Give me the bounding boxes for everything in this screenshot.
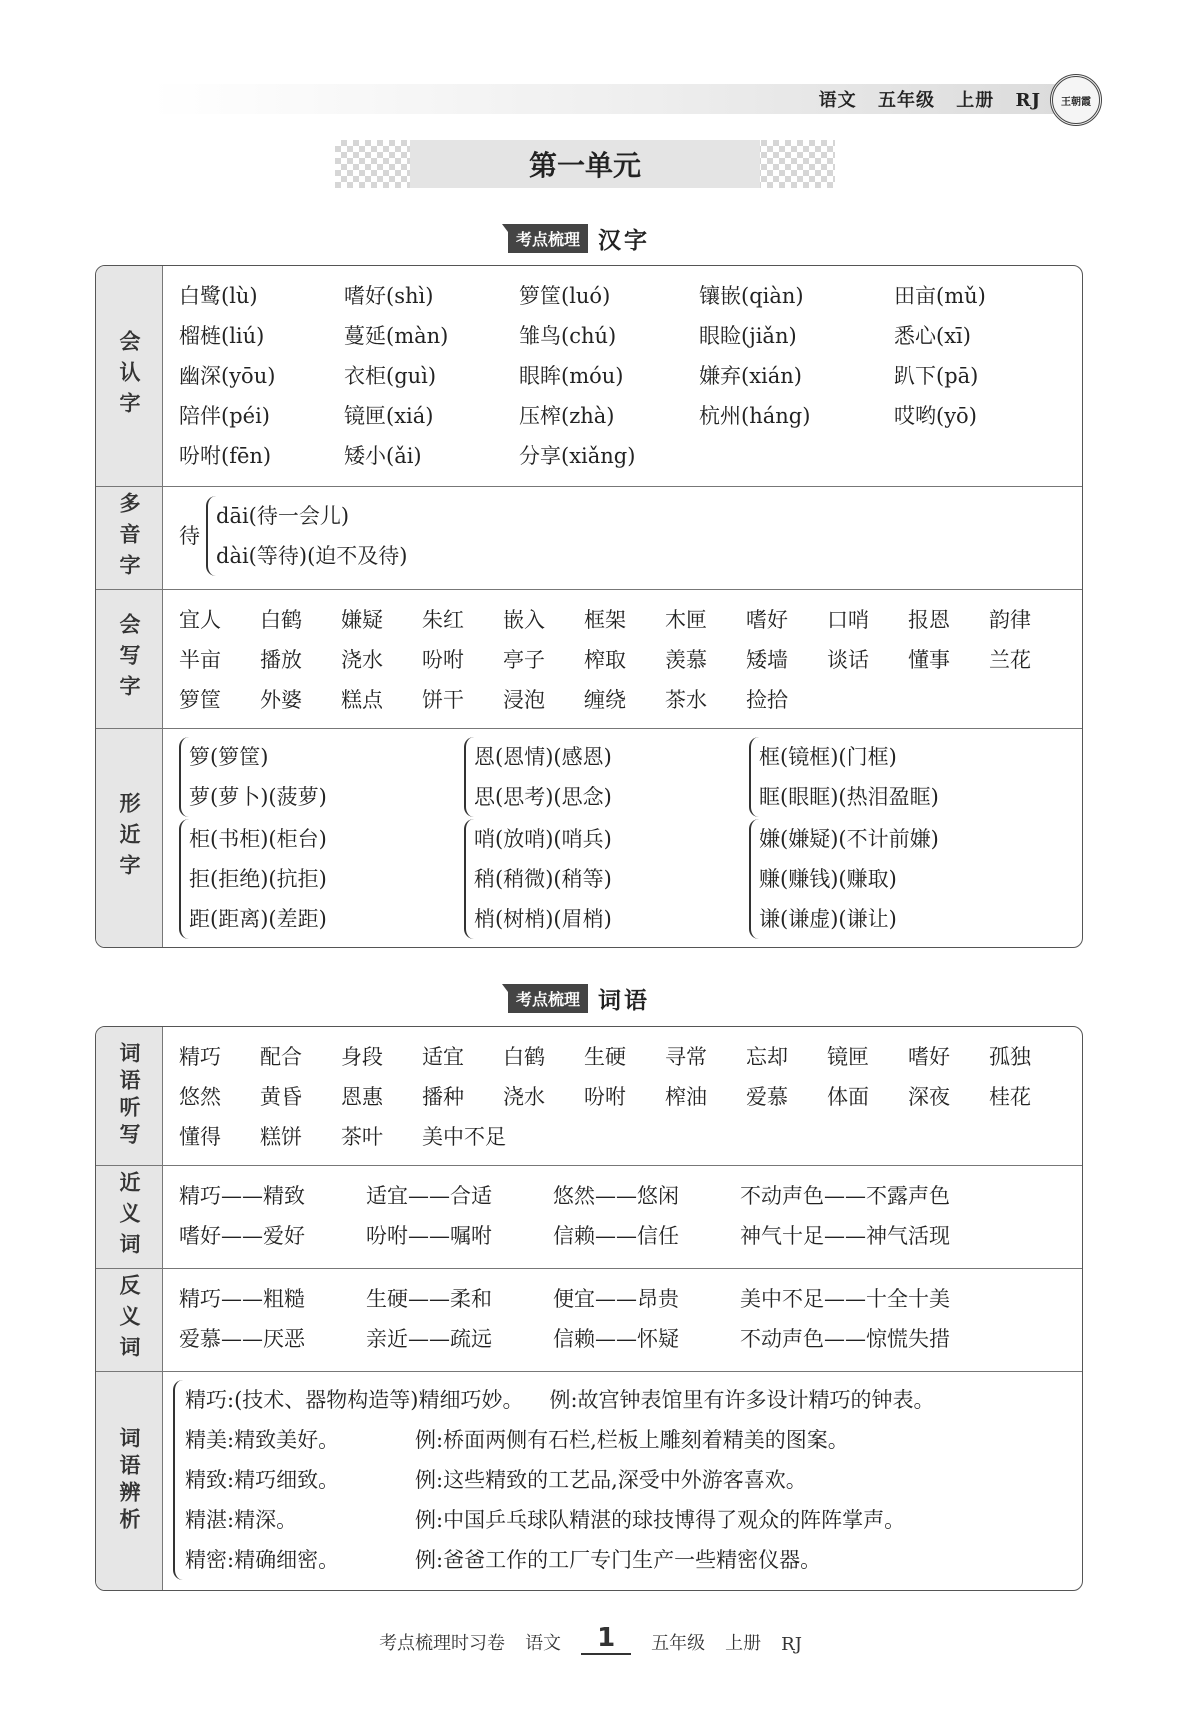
page-number: 1	[581, 1623, 631, 1655]
dictation-word: 黄昏	[260, 1085, 302, 1109]
recognize-word: 杭州(háng)	[699, 404, 811, 428]
discrimination-definition: 精湛:精深。	[185, 1508, 298, 1532]
section-tag: 考点梳理	[508, 224, 588, 253]
similar-entry: 眶(眼眶)(热泪盈眶)	[759, 785, 939, 809]
recognize-word: 榴梿(liú)	[179, 324, 265, 348]
header-subject: 语文	[818, 90, 857, 111]
discrimination-definition: 精密:精确细密。	[185, 1548, 340, 1572]
footer-edition: RJ	[781, 1634, 802, 1655]
dictation-word: 吩咐	[584, 1085, 626, 1109]
discrimination-example: 例:爸爸工作的工厂专门生产一些精密仪器。	[415, 1548, 822, 1572]
polyphonic-reading: dài(等待)(迫不及待)	[216, 544, 408, 568]
similar-entry: 梢(树梢)(眉梢)	[474, 907, 612, 931]
row-label: 形近字	[96, 729, 163, 947]
dictation-word: 茶叶	[341, 1125, 383, 1149]
dictation-word: 忘却	[746, 1045, 788, 1069]
antonym-pair: 不动声色——惊慌失措	[740, 1327, 950, 1351]
write-word: 报恩	[908, 608, 950, 632]
page-footer	[0, 1623, 1181, 1655]
dictation-word: 恩惠	[341, 1085, 383, 1109]
synonym-pair: 信赖——信任	[553, 1224, 679, 1248]
dictation-word: 身段	[341, 1045, 383, 1069]
recognize-word: 悉心(xī)	[894, 324, 971, 348]
similar-entry: 框(镜框)(门框)	[759, 745, 897, 769]
write-word: 韵律	[989, 608, 1031, 632]
row-polyphonic	[96, 486, 1082, 589]
dictation-word: 镜匣	[827, 1045, 869, 1069]
dictation-word: 深夜	[908, 1085, 950, 1109]
write-word: 嵌入	[503, 608, 545, 632]
row-label: 反义词	[96, 1269, 163, 1371]
recognize-word: 眼睑(jiǎn)	[699, 324, 797, 348]
discrimination-definition: 精巧:(技术、器物构造等)精细巧妙。	[185, 1388, 524, 1412]
similar-entry: 拒(拒绝)(抗拒)	[189, 867, 327, 891]
recognize-word: 分享(xiǎng)	[519, 444, 636, 468]
write-word: 亭子	[503, 648, 545, 672]
dictation-word: 嗜好	[908, 1045, 950, 1069]
write-word: 矮墙	[746, 648, 788, 672]
similar-group	[464, 819, 749, 939]
footer-series: 考点梳理时习卷	[379, 1633, 506, 1654]
antonym-pair: 生硬——柔和	[366, 1287, 492, 1311]
polyphonic-reading: dāi(待一会儿)	[216, 504, 350, 528]
similar-entry: 嫌(嫌疑)(不计前嫌)	[759, 827, 939, 851]
discrimination-line	[185, 1420, 935, 1460]
footer-term: 上册	[725, 1633, 762, 1654]
section-head-hanzi	[508, 222, 650, 255]
write-word: 朱红	[422, 608, 464, 632]
dictation-word: 懂得	[179, 1125, 221, 1149]
similar-entry: 萝(萝卜)(菠萝)	[189, 785, 327, 809]
similar-group	[464, 737, 749, 817]
similar-entry: 恩(恩情)(感恩)	[474, 745, 612, 769]
similar-entry: 距(距离)(差距)	[189, 907, 327, 931]
write-word: 捡拾	[746, 688, 788, 712]
recognize-word: 蔓延(màn)	[344, 324, 449, 348]
recognize-word: 矮小(ǎi)	[344, 444, 422, 468]
section-title-ciyu: 词语	[598, 988, 651, 1014]
recognize-word: 哎哟(yō)	[894, 404, 977, 428]
dictation-word: 悠然	[179, 1085, 221, 1109]
discrimination-line	[185, 1540, 935, 1580]
write-word: 懂事	[908, 648, 950, 672]
header-term: 上册	[956, 90, 995, 111]
dictation-list	[179, 1037, 1082, 1157]
similar-group	[749, 819, 1049, 939]
write-word: 白鹤	[260, 608, 302, 632]
write-word: 嫌疑	[341, 608, 383, 632]
write-word: 谈话	[827, 648, 869, 672]
discrimination-example: 例:桥面两侧有石栏,栏板上雕刻着精美的图案。	[415, 1428, 849, 1452]
ciyu-table	[95, 1026, 1083, 1591]
discrimination-example: 例:故宫钟表馆里有许多设计精巧的钟表。	[549, 1388, 935, 1412]
similar-group	[179, 737, 464, 817]
recognize-word: 压榨(zhà)	[519, 404, 615, 428]
dictation-word: 体面	[827, 1085, 869, 1109]
section-head-ciyu	[508, 982, 650, 1015]
antonym-pair: 美中不足——十全十美	[740, 1287, 950, 1311]
synonym-pair: 悠然——悠闲	[553, 1184, 679, 1208]
write-word: 缠绕	[584, 688, 626, 712]
dictation-word: 播种	[422, 1085, 464, 1109]
row-label: 会写字	[96, 590, 163, 728]
row-dictation	[96, 1027, 1082, 1165]
row-label: 多音字	[96, 487, 163, 589]
dictation-word: 寻常	[665, 1045, 707, 1069]
dictation-word: 配合	[260, 1045, 302, 1069]
write-word: 茶水	[665, 688, 707, 712]
antonym-list	[179, 1279, 1082, 1359]
row-similar	[96, 728, 1082, 947]
section-title-hanzi: 汉字	[598, 228, 651, 254]
discrimination-example: 例:中国乒乓球队精湛的球技博得了观众的阵阵掌声。	[415, 1508, 906, 1532]
recognize-word: 陪伴(péi)	[179, 404, 270, 428]
row-discrimination	[96, 1371, 1082, 1590]
polyphonic-char: 待	[179, 524, 200, 548]
write-word: 半亩	[179, 648, 221, 672]
row-synonyms	[96, 1165, 1082, 1268]
polyphonic-brace	[206, 496, 407, 576]
recognize-word: 趴下(pā)	[894, 364, 979, 388]
recognize-word: 镶嵌(qiàn)	[699, 284, 804, 308]
dictation-word: 爱慕	[746, 1085, 788, 1109]
similar-entry: 谦(谦虚)(谦让)	[759, 907, 897, 931]
row-label: 词语辨析	[96, 1372, 163, 1590]
similar-entry: 哨(放哨)(哨兵)	[474, 827, 612, 851]
dictation-word: 精巧	[179, 1045, 221, 1069]
antonym-pair: 爱慕——厌恶	[179, 1327, 305, 1351]
similar-group	[179, 819, 464, 939]
write-word: 兰花	[989, 648, 1031, 672]
section-tag: 考点梳理	[508, 984, 588, 1013]
dictation-word: 孤独	[989, 1045, 1031, 1069]
synonym-pair: 神气十足——神气活现	[740, 1224, 950, 1248]
antonym-pair: 信赖——怀疑	[553, 1327, 679, 1351]
discrimination-definition: 精美:精致美好。	[185, 1428, 340, 1452]
dictation-word: 桂花	[989, 1085, 1031, 1109]
antonym-pair: 亲近——疏远	[366, 1327, 492, 1351]
dictation-word: 适宜	[422, 1045, 464, 1069]
recognize-word: 白鹭(lù)	[179, 284, 258, 308]
row-label: 会认字	[96, 266, 163, 486]
publisher-seal-icon	[1050, 74, 1102, 126]
similar-list	[179, 737, 1082, 939]
recognize-word: 箩筐(luó)	[519, 284, 611, 308]
recognize-word: 眼眸(móu)	[519, 364, 624, 388]
row-recognize	[96, 266, 1082, 486]
dictation-word: 榨油	[665, 1085, 707, 1109]
dictation-word: 浇水	[503, 1085, 545, 1109]
write-word: 饼干	[422, 688, 464, 712]
discrimination-example: 例:这些精致的工艺品,深受中外游客喜欢。	[415, 1468, 807, 1492]
recognize-word: 衣柜(guì)	[344, 364, 437, 388]
dictation-word: 生硬	[584, 1045, 626, 1069]
unit-title: 第一单元	[528, 149, 641, 182]
write-word: 浸泡	[503, 688, 545, 712]
discrimination-line	[185, 1460, 935, 1500]
write-word: 宜人	[179, 608, 221, 632]
footer-grade: 五年级	[651, 1633, 706, 1654]
antonym-pair: 精巧——粗糙	[179, 1287, 305, 1311]
write-word: 榨取	[584, 648, 626, 672]
similar-entry: 思(思考)(思念)	[474, 785, 612, 809]
synonym-pair: 精巧——精致	[179, 1184, 305, 1208]
write-word: 口哨	[827, 608, 869, 632]
write-word: 糕点	[341, 688, 383, 712]
similar-entry: 柜(书柜)(柜台)	[189, 827, 327, 851]
discrimination-line	[185, 1500, 935, 1540]
write-word: 浇水	[341, 648, 383, 672]
header-grade: 五年级	[877, 90, 935, 111]
synonym-pair: 不动声色——不露声色	[740, 1184, 950, 1208]
synonym-pair: 吩咐——嘱咐	[366, 1224, 492, 1248]
dictation-word: 美中不足	[422, 1125, 506, 1149]
seal-text: 王朝霞	[1061, 96, 1091, 108]
discrimination-list	[173, 1380, 935, 1580]
synonym-list	[179, 1176, 1082, 1256]
synonym-pair: 适宜——合适	[366, 1184, 492, 1208]
write-word: 嗜好	[746, 608, 788, 632]
write-word: 羡慕	[665, 648, 707, 672]
write-list	[179, 600, 1082, 720]
row-label: 词语听写	[96, 1027, 163, 1165]
recognize-word: 田亩(mǔ)	[894, 284, 986, 308]
recognize-word: 幽深(yōu)	[179, 364, 276, 388]
dictation-word: 糕饼	[260, 1125, 302, 1149]
header-edition: RJ	[1015, 90, 1041, 111]
hanzi-table	[95, 265, 1083, 948]
write-word: 木匣	[665, 608, 707, 632]
recognize-list	[179, 276, 1082, 476]
write-word: 外婆	[260, 688, 302, 712]
recognize-word: 嗜好(shì)	[344, 284, 434, 308]
recognize-word: 镜匣(xiá)	[344, 404, 434, 428]
row-antonyms	[96, 1268, 1082, 1371]
write-word: 吩咐	[422, 648, 464, 672]
discrimination-definition: 精致:精巧细致。	[185, 1468, 340, 1492]
similar-entry: 稍(稍微)(稍等)	[474, 867, 612, 891]
header-info	[805, 86, 1041, 112]
dictation-word: 白鹤	[503, 1045, 545, 1069]
similar-entry: 赚(赚钱)(赚取)	[759, 867, 897, 891]
row-write	[96, 589, 1082, 728]
recognize-word: 雏鸟(chú)	[519, 324, 617, 348]
recognize-word: 吩咐(fēn)	[179, 444, 272, 468]
similar-group	[749, 737, 1049, 817]
antonym-pair: 便宜——昂贵	[553, 1287, 679, 1311]
discrimination-line	[185, 1380, 935, 1420]
write-word: 箩筐	[179, 688, 221, 712]
row-label: 近义词	[96, 1166, 163, 1268]
write-word: 框架	[584, 608, 626, 632]
write-word: 播放	[260, 648, 302, 672]
recognize-word: 嫌弃(xián)	[699, 364, 802, 388]
synonym-pair: 嗜好——爱好	[179, 1224, 305, 1248]
footer-subject: 语文	[525, 1633, 562, 1654]
similar-entry: 箩(箩筐)	[189, 745, 269, 769]
